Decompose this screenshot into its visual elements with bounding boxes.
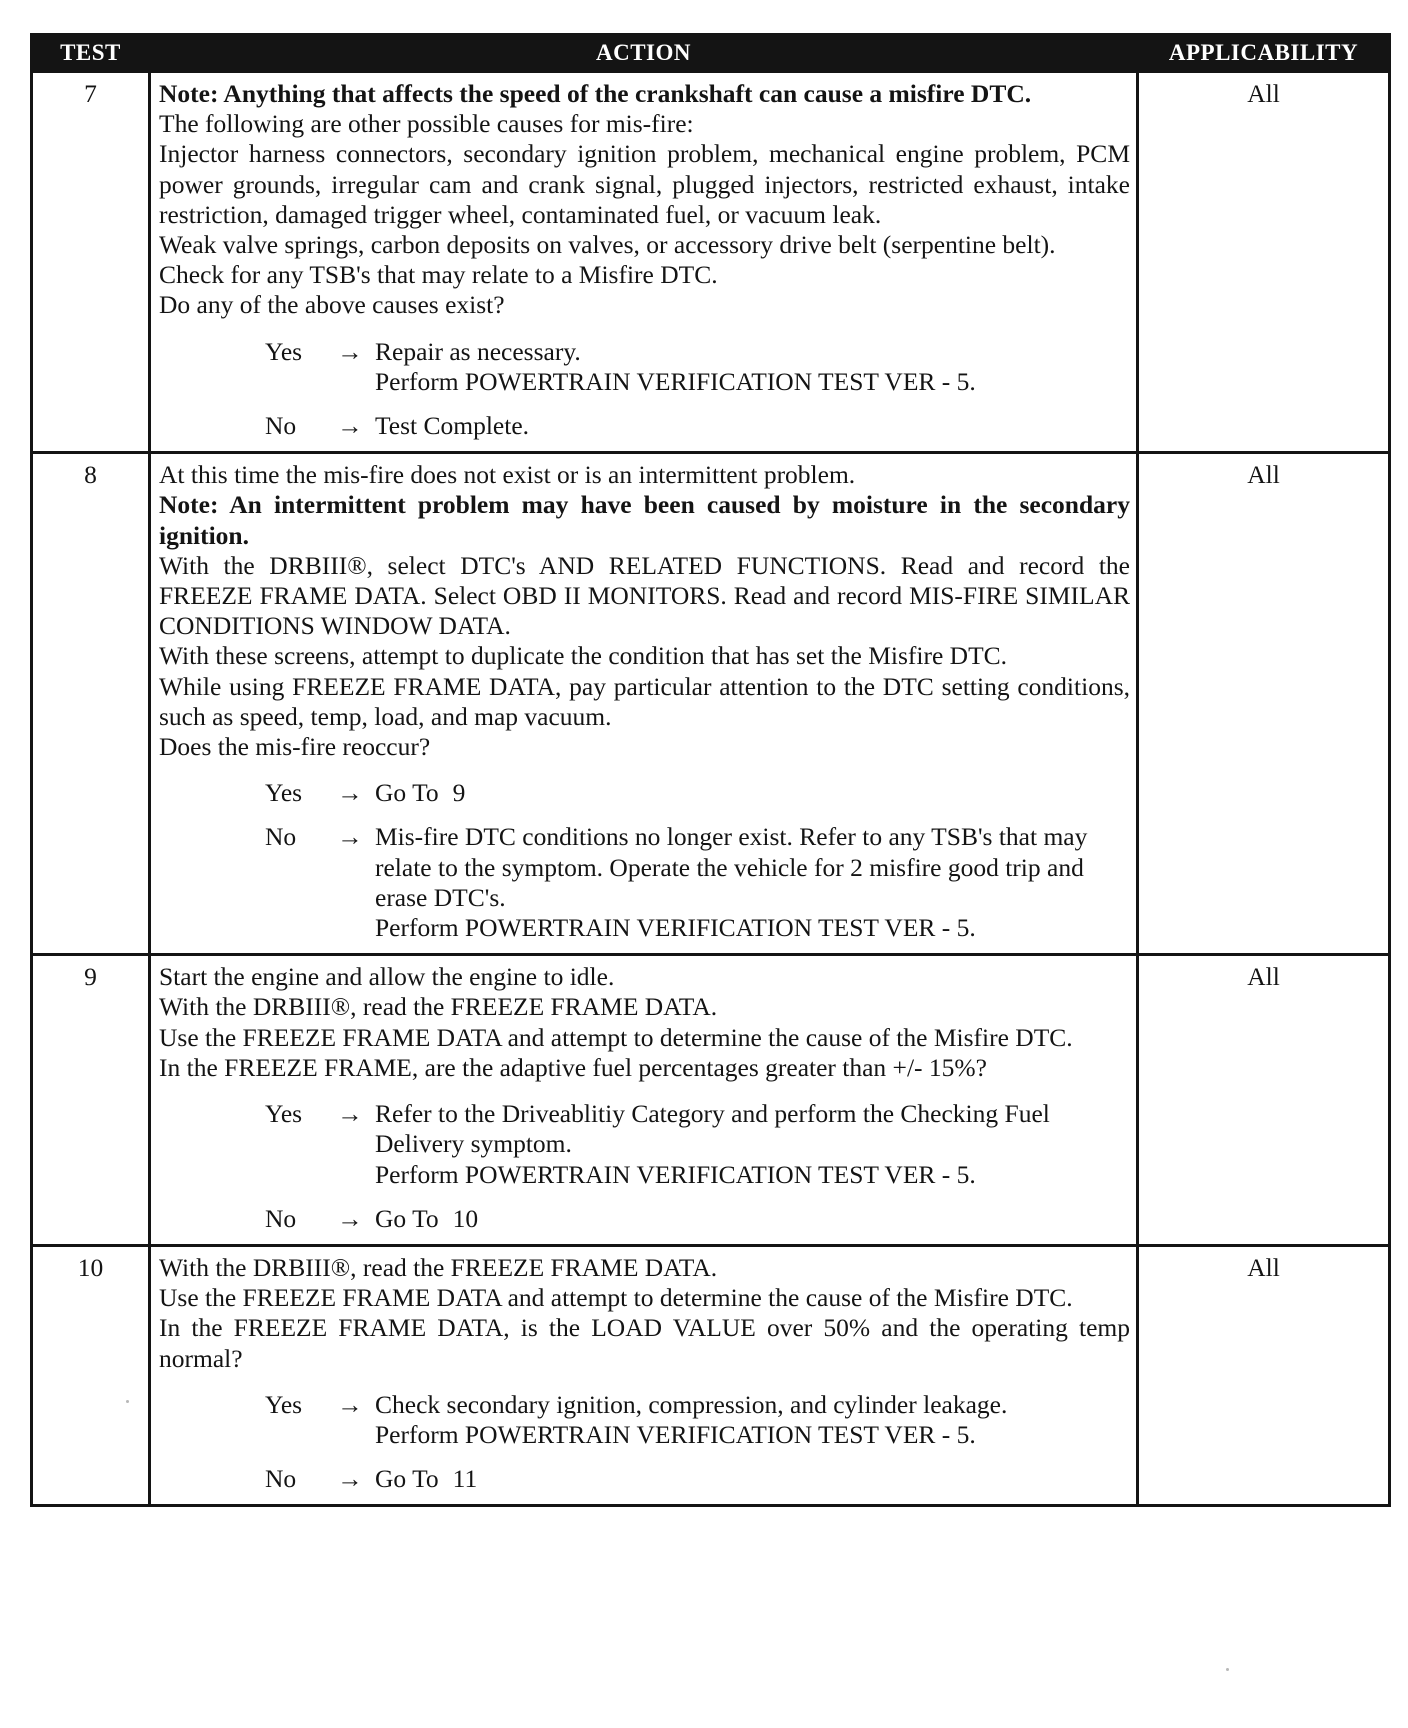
answer-yes [159, 337, 1130, 397]
answer-text [375, 1204, 1130, 1234]
table-row [32, 453, 1390, 955]
answer-line: Test Complete. [375, 411, 530, 441]
answer-line: Perform POWERTRAIN VERIFICATION TEST VER - 5. [375, 366, 976, 396]
answer-text [375, 1464, 1130, 1494]
table-body [32, 72, 1390, 1506]
action-paragraph: With these screens, attempt to duplicate the condition that has set the Misfire DTC. [159, 641, 1008, 671]
answer-line: Repair as necessary. [375, 336, 581, 366]
table-row [32, 955, 1390, 1246]
arrow-right-icon: → [337, 336, 363, 366]
answer-label: Yes [265, 778, 303, 808]
action-note: Note: Anything that affects the speed of the crankshaft can cause a misfire DTC. [159, 79, 1032, 108]
applicability-value: All [1138, 1245, 1390, 1505]
answer-label: Yes [265, 336, 303, 366]
action-cell [150, 72, 1138, 453]
action-paragraph: In the FREEZE FRAME, are the adaptive fuel percentages greater than +/- 15%? [159, 1052, 987, 1082]
header-applicability: APPLICABILITY [1138, 35, 1390, 72]
action-paragraph: The following are other possible causes for mis-fire: [159, 109, 694, 139]
action-paragraph: Does the mis-fire reoccur? [159, 732, 431, 762]
action-paragraph: Injector harness connectors, secondary ignition problem, mechanical engine problem, PCM power grounds, irregular cam and crank signal, plugged injectors, restricted exhaust, intake restriction, damaged trigger wheel, contaminated fuel, or vacuum leak. [159, 139, 1130, 229]
applicability-value: All [1138, 453, 1390, 955]
table-header-row [32, 35, 1390, 72]
answer-list [159, 778, 1130, 943]
scan-speck [126, 1400, 129, 1403]
answer-label: Yes [265, 1389, 303, 1419]
answer-label: No [265, 411, 297, 441]
action-cell [150, 955, 1138, 1246]
action-paragraph: Use the FREEZE FRAME DATA and attempt to determine the cause of the Misfire DTC. [159, 1283, 1073, 1313]
applicability-value: All [1138, 72, 1390, 453]
answer-label: No [265, 1464, 297, 1494]
action-paragraph: Do any of the above causes exist? [159, 290, 505, 320]
action-cell [150, 1245, 1138, 1505]
action-cell [150, 453, 1138, 955]
answer-no [159, 1464, 1130, 1494]
test-number: 7 [32, 72, 150, 453]
answer-yes [159, 1390, 1130, 1450]
answer-yes [159, 1099, 1130, 1190]
action-paragraph: With the DRBIII®, select DTC's AND RELATED FUNCTIONS. Read and record the FREEZE FRAME DATA. Select OBD II MONITORS. Read and record MIS-FIRE SIMILAR CONDITIONS WINDOW DATA. [159, 550, 1130, 641]
answer-line: Refer to the Driveablitiy Category and perform the Checking Fuel Delivery symptom. [375, 1099, 1050, 1159]
answer-text [375, 1099, 1130, 1190]
action-paragraph: While using FREEZE FRAME DATA, pay particular attention to the DTC setting conditions, such as speed, temp, load, and map vacuum. [159, 671, 1130, 731]
action-paragraph: Weak valve springs, carbon deposits on valves, or accessory drive belt (serpentine belt). [159, 230, 1056, 260]
answer-line: Perform POWERTRAIN VERIFICATION TEST VER - 5. [375, 1419, 976, 1449]
answer-no [159, 411, 1130, 441]
answer-no [159, 1204, 1130, 1234]
action-paragraph: Check for any TSB's that may relate to a Misfire DTC. [159, 260, 718, 290]
answer-text [375, 822, 1130, 943]
goto-label: Go To [375, 778, 439, 808]
answer-yes [159, 778, 1130, 808]
answer-list [159, 1390, 1130, 1495]
answer-label: No [265, 822, 297, 852]
arrow-right-icon: → [337, 822, 363, 852]
table-row [32, 1245, 1390, 1505]
answer-line: Perform POWERTRAIN VERIFICATION TEST VER - 5. [375, 913, 976, 943]
arrow-right-icon: → [337, 1203, 363, 1233]
scan-speck [1226, 1668, 1229, 1671]
arrow-right-icon: → [337, 1099, 363, 1129]
diagnostic-procedure-page [30, 33, 1388, 1507]
arrow-right-icon: → [337, 1464, 363, 1494]
goto-test-number: 9 [452, 778, 466, 808]
header-test: TEST [32, 35, 150, 72]
answer-label: Yes [265, 1099, 303, 1129]
header-action: ACTION [150, 35, 1138, 72]
answer-line: Check secondary ignition, compression, and cylinder leakage. [375, 1389, 1008, 1419]
action-paragraph: Use the FREEZE FRAME DATA and attempt to determine the cause of the Misfire DTC. [159, 1022, 1073, 1052]
answer-list [159, 1099, 1130, 1234]
applicability-value: All [1138, 955, 1390, 1246]
goto-label: Go To [375, 1464, 439, 1494]
action-note: Note: An intermittent problem may have been caused by moisture in the secondary ignition. [159, 490, 1130, 550]
arrow-right-icon: → [337, 1389, 363, 1419]
test-number: 10 [32, 1245, 150, 1505]
answer-text [375, 411, 1130, 441]
goto-label: Go To [375, 1203, 439, 1233]
arrow-right-icon: → [337, 778, 363, 808]
action-paragraph: With the DRBIII®, read the FREEZE FRAME DATA. [159, 1252, 718, 1282]
test-number: 8 [32, 453, 150, 955]
action-paragraph: Start the engine and allow the engine to idle. [159, 962, 615, 992]
answer-line: Perform POWERTRAIN VERIFICATION TEST VER - 5. [375, 1159, 976, 1189]
answer-list [159, 337, 1130, 442]
answer-text [375, 337, 1130, 397]
arrow-right-icon: → [337, 411, 363, 441]
answer-text [375, 778, 1130, 808]
action-paragraph: With the DRBIII®, read the FREEZE FRAME DATA. [159, 992, 718, 1022]
table-row [32, 72, 1390, 453]
action-paragraph: In the FREEZE FRAME DATA, is the LOAD VALUE over 50% and the operating temp normal? [159, 1313, 1130, 1373]
test-number: 9 [32, 955, 150, 1246]
goto-test-number: 10 [452, 1203, 479, 1233]
diagnostic-test-table [30, 33, 1391, 1507]
answer-line: Mis-fire DTC conditions no longer exist. Refer to any TSB's that may relate to the symptom. Operate the vehicle for 2 misfire good trip and erase DTC's. [375, 822, 1088, 912]
answer-no [159, 822, 1130, 943]
answer-text [375, 1390, 1130, 1450]
answer-label: No [265, 1203, 297, 1233]
action-paragraph: At this time the mis-fire does not exist or is an intermittent problem. [159, 460, 856, 490]
goto-test-number: 11 [452, 1464, 478, 1494]
